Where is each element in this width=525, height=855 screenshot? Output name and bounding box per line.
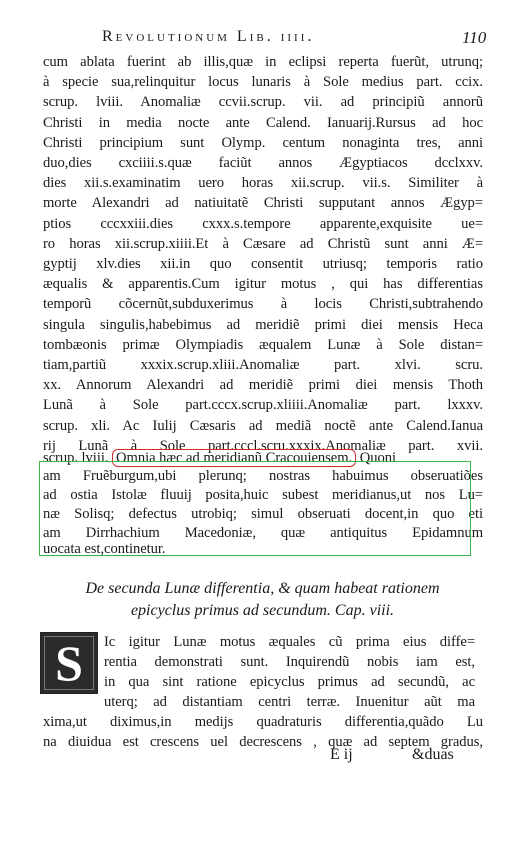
text-line: Ic igitur Lunæ motus æquales cũ prima eius diffe= (104, 634, 475, 650)
text-line: ad ostia Istolæ fluuij posita,huic subest meridianus,ut nos Lu= (43, 487, 483, 503)
catchword: &duas (412, 746, 454, 763)
text-segment: scrup. lviii. (43, 450, 109, 466)
text-line: uterq; ad distantiam centri terræ. Inuenitur aũt ma (104, 694, 475, 710)
text-line: næ Solisq; defectus utrobiq; simul obseruati docent,in quo eti (43, 506, 483, 522)
text-line: Lunã à Sole part.cccx.scrup.xliiii.Anomaliæ part. lxxxv. (43, 397, 483, 414)
text-line: à specie sua,relinquitur locus lunaris à Sole medius part. ccix. (43, 74, 483, 91)
text-line: ptios cccxxiii.dies cxxx.s.tempore apparente,exquisite ue= (43, 215, 483, 232)
running-head (0, 28, 525, 52)
text-line: Christi principium sunt Olymp. centum nonaginta tres, anni (43, 134, 483, 151)
text-line: Christi in media nocte ante Calend. Ianuarij.Rursus ad hoc (43, 114, 483, 131)
text-line: rentia demonstrati sunt. Inquirendũ nobis iam est, (104, 654, 475, 670)
text-line: am Dirrhachium Macedoniæ, quæ antiquitus Epidamnum (43, 525, 483, 541)
text-line: xima,ut diximus,in medijs quadraturis differentia,quãdo Lu (43, 714, 483, 730)
chapter-heading: De secunda Lunæ differentia, & quam habeat rationem (85, 580, 440, 597)
text-line: na diuidua est crescens uel decrescens , quæ ad septem gradus, (43, 734, 483, 750)
initial-letter: S (55, 635, 83, 691)
text-line: tiam,partiũ xxxix.scrup.xliii.Anomaliæ part. xlvi. scru. (43, 357, 483, 373)
text-line: in qua sint ratione epicyclus primus ad secundũ, ac (104, 674, 475, 690)
text-line: uocata est,continetur. (43, 541, 166, 557)
text-line: æqualis & apparentis.Cum igitur motus , qui has differentias (43, 276, 483, 293)
running-head-title: Revolutionum Lib. iiii. (102, 28, 315, 45)
text-line: dies xii.s.examinatim uero horas xii.scrup. vii.s. Similiter à (43, 175, 483, 192)
decorated-initial (40, 632, 98, 694)
red-highlight-box: Omnia hæc ad meridianũ Cracouiensem. (112, 449, 356, 467)
text-line: duo,dies cxciiii.s.quæ faciũt annos Ægyptiacos dcclxxv. (43, 155, 483, 171)
signature-mark: E ij (330, 746, 353, 763)
text-line: ro horas xii.scrup.xiiii.Et à Cæsare ad Christũ sunt anni Æ= (43, 235, 483, 252)
text-line: gyptij xlv.dies xii.in quo consentit utriusq; temporis ratio (43, 256, 483, 272)
text-line: morte Alexandri ad natiuitatẽ Christi supputant annos Ægyp= (43, 195, 483, 212)
chapter-heading-subline: epicyclus primus ad secundum. Cap. viii. (130, 602, 395, 619)
text-segment: Quoni (359, 450, 396, 466)
text-line: am Fruẽburgum,ubi plerunq; nostras habuimus obseruatiões (43, 468, 483, 484)
text-line: tombæonis primæ Olympiadis æqualem Lunæ à Sole distan= (43, 336, 483, 353)
text-line: xx. Annorum Alexandri ad meridiẽ primi diei mensis Thoth (43, 377, 483, 394)
text-line: temporũ cõcernũt,subduxerimus à locis Christi,subtrahendo (43, 296, 483, 313)
text-line: scrup. xli. Ac Iulij Cæsaris ad mediã noctẽ ante Calend.Ianua (43, 417, 483, 434)
text-line: rij Lunã à Sole part.cccl.scru.xxxix.Anomaliæ part. xvii. (43, 437, 483, 454)
text-line: singula singulis,habebimus ad meridiẽ primi diei mensis Heca (43, 316, 483, 333)
text-line: scrup. lviii. Anomaliæ ccvii.scrup. vii. ad principiũ annorũ (43, 94, 483, 111)
text-line: cum ablata fuerint ab illis,quæ in eclipsi reperta fuerũt, utrunq; (43, 54, 483, 70)
page-number: 110 (462, 28, 487, 47)
